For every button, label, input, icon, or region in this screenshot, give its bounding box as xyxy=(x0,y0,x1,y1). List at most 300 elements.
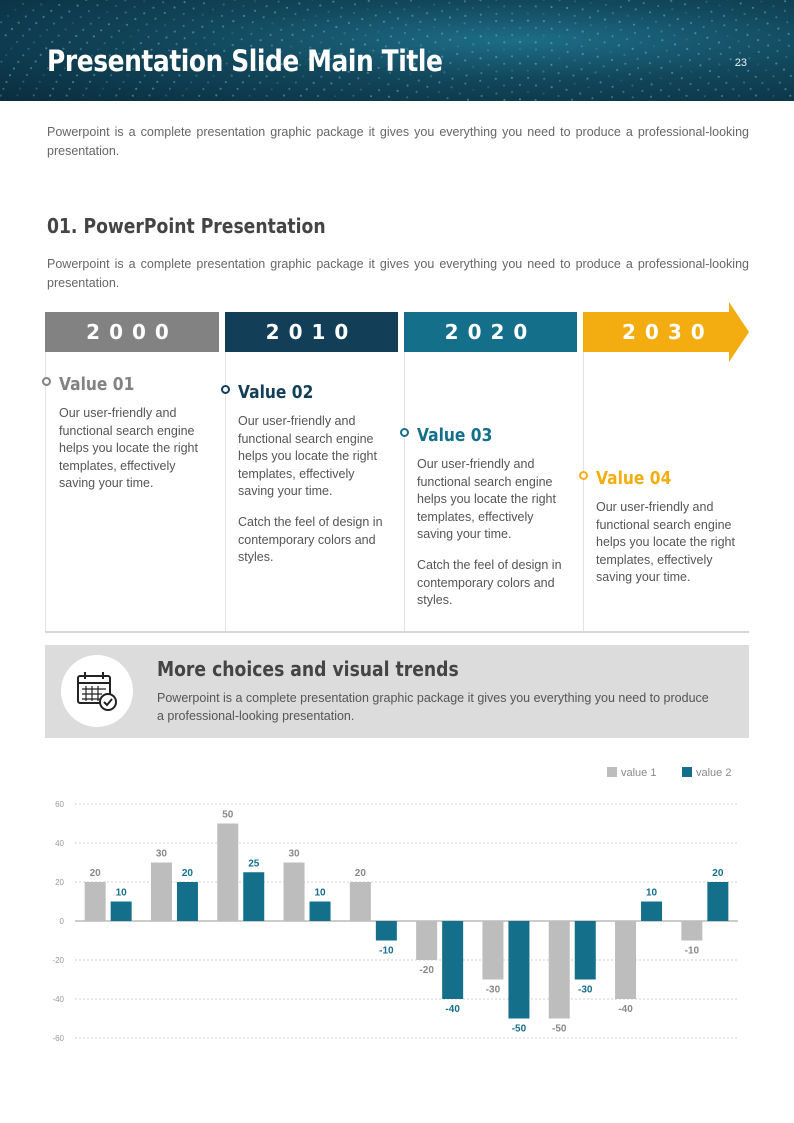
pattern-dot xyxy=(292,34,294,36)
pattern-dot xyxy=(169,88,171,90)
pattern-dot xyxy=(567,51,569,53)
data-label: -30 xyxy=(485,984,501,996)
pattern-dot xyxy=(694,32,696,34)
pattern-dot xyxy=(747,24,749,26)
pattern-dot xyxy=(627,15,629,17)
pattern-dot xyxy=(620,79,622,81)
pattern-dot xyxy=(645,52,647,54)
pattern-dot xyxy=(600,81,602,83)
timeline-arrow-head xyxy=(729,302,749,362)
pattern-dot xyxy=(411,15,413,17)
data-label: 30 xyxy=(155,848,168,860)
pattern-dot xyxy=(612,35,614,37)
pattern-dot xyxy=(183,25,185,27)
pattern-dot xyxy=(757,63,759,65)
pattern-dot xyxy=(288,88,290,90)
pattern-dot xyxy=(678,54,680,56)
pattern-dot xyxy=(457,45,459,47)
pattern-dot xyxy=(643,2,645,4)
timeline-value-title: Value 04 xyxy=(596,468,672,489)
pattern-dot xyxy=(543,0,545,1)
pattern-dot xyxy=(389,11,391,13)
banner-text: Powerpoint is a complete presentation graphic package it gives you everything you need to produce a professional-looking presentation. xyxy=(157,691,709,723)
pattern-dot xyxy=(306,88,308,90)
pattern-dot xyxy=(725,82,727,84)
pattern-dot xyxy=(82,29,84,31)
pattern-dot xyxy=(487,86,489,88)
pattern-dot xyxy=(765,69,767,71)
pattern-dot xyxy=(397,90,399,92)
pattern-dot xyxy=(434,18,436,20)
pattern-dot xyxy=(99,94,101,96)
pattern-dot xyxy=(137,29,139,31)
pattern-dot xyxy=(278,1,280,3)
pattern-dot xyxy=(0,61,2,63)
pattern-dot xyxy=(511,70,513,72)
pattern-dot xyxy=(651,83,653,85)
pattern-dot xyxy=(699,64,701,66)
pattern-dot xyxy=(173,18,175,20)
timeline-marker xyxy=(42,377,51,386)
pattern-dot xyxy=(40,3,42,5)
pattern-dot xyxy=(184,37,186,39)
bar-value-2 xyxy=(111,902,132,922)
pattern-dot xyxy=(543,92,545,94)
pattern-dot xyxy=(682,28,684,30)
pattern-dot xyxy=(253,88,255,90)
pattern-dot xyxy=(418,79,420,81)
pattern-dot xyxy=(767,57,769,59)
pattern-dot xyxy=(595,48,597,50)
banner-title: More choices and visual trends xyxy=(157,657,459,681)
pattern-dot xyxy=(66,95,68,97)
pattern-dot xyxy=(118,30,120,32)
pattern-dot xyxy=(653,45,655,47)
pattern-dot xyxy=(680,65,682,67)
pattern-dot xyxy=(202,88,204,90)
pattern-dot xyxy=(543,56,545,58)
pattern-dot xyxy=(718,41,720,43)
pattern-dot xyxy=(631,84,633,86)
pattern-dot xyxy=(449,39,451,41)
pattern-dot xyxy=(456,8,458,10)
pattern-dot xyxy=(566,66,568,68)
pattern-dot xyxy=(449,62,451,64)
pattern-dot xyxy=(449,16,451,18)
pattern-dot xyxy=(222,37,224,39)
pattern-dot xyxy=(307,9,309,11)
pattern-dot xyxy=(270,34,272,36)
pattern-dot xyxy=(620,6,622,8)
pattern-dot xyxy=(775,62,777,64)
pattern-dot xyxy=(767,88,769,90)
pattern-dot xyxy=(608,75,610,77)
pattern-dot xyxy=(451,78,453,80)
pattern-dot xyxy=(96,4,98,6)
pattern-dot xyxy=(291,24,293,26)
pattern-dot xyxy=(327,20,329,22)
pattern-dot xyxy=(263,16,265,18)
pattern-dot xyxy=(761,82,763,84)
pattern-dot xyxy=(341,7,343,9)
pattern-dot xyxy=(173,6,175,8)
pattern-dot xyxy=(223,3,225,5)
pattern-dot xyxy=(201,26,203,28)
pattern-dot xyxy=(433,26,435,28)
y-tick-label: -40 xyxy=(52,995,64,1004)
pattern-dot xyxy=(633,24,635,26)
pattern-dot xyxy=(673,34,675,36)
pattern-dot xyxy=(203,2,205,4)
timeline-value-body xyxy=(238,413,393,567)
pattern-dot xyxy=(11,28,13,30)
pattern-dot xyxy=(58,35,60,37)
pattern-dot xyxy=(677,18,679,20)
pattern-dot xyxy=(100,29,102,31)
pattern-dot xyxy=(788,45,790,47)
pattern-dot xyxy=(234,0,236,1)
pattern-dot xyxy=(637,67,639,69)
pattern-dot xyxy=(294,13,296,15)
y-tick-label: -60 xyxy=(52,1034,64,1043)
pattern-dot xyxy=(481,95,483,97)
pattern-dot xyxy=(276,82,278,84)
pattern-dot xyxy=(703,26,705,28)
bar-value-1 xyxy=(350,882,371,921)
pattern-dot xyxy=(43,74,45,76)
pattern-dot xyxy=(723,15,725,17)
pattern-dot xyxy=(156,81,158,83)
pattern-dot xyxy=(25,15,27,17)
pattern-dot xyxy=(249,95,251,97)
pattern-dot xyxy=(550,64,552,66)
data-label: 10 xyxy=(314,887,326,899)
pattern-dot xyxy=(678,89,680,91)
pattern-dot xyxy=(641,17,643,19)
pattern-dot xyxy=(587,86,589,88)
pattern-dot xyxy=(472,43,474,45)
pattern-dot xyxy=(135,88,137,90)
pattern-dot xyxy=(51,41,53,43)
pattern-dot xyxy=(280,29,282,31)
timeline-year-2030: 2030 - xyxy=(583,312,729,352)
bar-value-2 xyxy=(310,902,331,922)
pattern-dot xyxy=(637,58,639,60)
data-label: -10 xyxy=(684,945,700,957)
pattern-dot xyxy=(777,28,779,30)
pattern-dot xyxy=(496,70,498,72)
pattern-dot xyxy=(443,71,445,73)
y-tick-label: 20 xyxy=(55,878,64,887)
pattern-dot xyxy=(215,94,217,96)
pattern-dot xyxy=(527,77,529,79)
pattern-dot xyxy=(254,10,256,12)
pattern-dot xyxy=(174,31,176,33)
pattern-dot xyxy=(472,7,474,9)
pattern-dot xyxy=(706,37,708,39)
data-label: 20 xyxy=(89,868,101,879)
pattern-dot xyxy=(649,72,651,74)
pattern-dot xyxy=(388,96,390,98)
bar-value-1 xyxy=(549,921,570,1019)
section-paragraph: Powerpoint is a complete presentation graphic package it gives you everything you need to produce a professional-looking presentation. xyxy=(47,257,749,290)
timeline-value-text: Our user-friendly and functional search engine helps you locate the right templates, effectively saving your time. xyxy=(596,500,735,585)
pattern-dot xyxy=(9,74,11,76)
pattern-dot xyxy=(406,96,408,98)
pattern-dot xyxy=(740,2,742,4)
pattern-dot xyxy=(356,28,358,30)
pattern-dot xyxy=(487,6,489,8)
timeline-value-text: Catch the feel of design in contemporary colors and styles. xyxy=(238,514,383,565)
pattern-dot xyxy=(579,92,581,94)
pattern-dot xyxy=(640,42,642,44)
pattern-dot xyxy=(527,20,529,22)
pattern-dot xyxy=(313,82,315,84)
pattern-dot xyxy=(519,5,521,7)
pattern-dot xyxy=(574,37,576,39)
pattern-dot xyxy=(353,12,355,14)
y-tick-label: -20 xyxy=(52,956,64,965)
pattern-dot xyxy=(719,4,721,6)
pattern-dot xyxy=(772,5,774,7)
pattern-dot xyxy=(375,14,377,16)
pattern-dot xyxy=(511,77,513,79)
pattern-dot xyxy=(689,83,691,85)
pattern-dot xyxy=(574,83,576,85)
pattern-dot xyxy=(98,17,100,19)
pattern-dot xyxy=(395,2,397,4)
pattern-dot xyxy=(558,0,560,1)
pattern-dot xyxy=(511,20,513,22)
pattern-dot xyxy=(260,39,262,41)
pattern-dot xyxy=(90,23,92,25)
pattern-dot xyxy=(335,26,337,28)
pattern-dot xyxy=(35,60,37,62)
data-label: 10 xyxy=(115,887,127,899)
pattern-dot xyxy=(311,35,313,37)
pattern-dot xyxy=(102,88,104,90)
pattern-dot xyxy=(655,21,657,23)
pattern-dot xyxy=(254,0,256,2)
y-tick-label: 0 xyxy=(59,917,64,926)
header-banner xyxy=(0,0,794,101)
pattern-dot xyxy=(315,24,317,26)
pattern-dot xyxy=(165,36,167,38)
pattern-dot xyxy=(689,59,691,61)
pattern-dot xyxy=(566,7,568,9)
pattern-dot xyxy=(243,15,245,17)
pattern-dot xyxy=(143,0,145,2)
timeline-marker xyxy=(221,385,230,394)
pattern-dot xyxy=(50,10,52,12)
pattern-dot xyxy=(332,37,334,39)
pattern-dot xyxy=(589,16,591,18)
pattern-dot xyxy=(164,12,166,14)
pattern-dot xyxy=(647,27,649,29)
pattern-dot xyxy=(352,38,354,40)
pattern-dot xyxy=(735,19,737,21)
pattern-dot xyxy=(116,17,118,19)
pattern-dot xyxy=(368,83,370,85)
pattern-dot xyxy=(300,40,302,42)
pattern-dot xyxy=(767,22,769,24)
pattern-dot xyxy=(752,7,754,9)
pattern-dot xyxy=(404,32,406,34)
pattern-dot xyxy=(732,88,734,90)
pattern-dot xyxy=(266,5,268,7)
pattern-dot xyxy=(164,24,166,26)
pattern-dot xyxy=(660,67,662,69)
pattern-dot xyxy=(211,20,213,22)
pattern-dot xyxy=(438,81,440,83)
pattern-dot xyxy=(595,71,597,73)
data-label: -50 xyxy=(511,1023,527,1035)
pattern-dot xyxy=(213,31,215,33)
pattern-dot xyxy=(738,95,740,97)
pattern-dot xyxy=(222,25,224,27)
pattern-dot xyxy=(340,16,342,18)
pattern-dot xyxy=(438,91,440,93)
pattern-dot xyxy=(622,91,624,93)
pattern-dot xyxy=(640,78,642,80)
pattern-dot xyxy=(788,33,790,35)
pattern-dot xyxy=(65,28,67,30)
pattern-dot xyxy=(88,10,90,12)
pattern-dot xyxy=(295,81,297,83)
pattern-dot xyxy=(604,41,606,43)
pattern-dot xyxy=(597,10,599,12)
pattern-dot xyxy=(641,90,643,92)
pattern-dot xyxy=(10,47,12,49)
pattern-dot xyxy=(710,11,712,13)
pattern-dot xyxy=(527,12,529,14)
pattern-dot xyxy=(634,32,636,34)
pattern-dot xyxy=(108,23,110,25)
pattern-dot xyxy=(519,84,521,86)
pattern-dot xyxy=(13,67,15,69)
pattern-dot xyxy=(418,6,420,8)
timeline-divider xyxy=(225,352,226,632)
pattern-dot xyxy=(369,24,371,26)
timeline-divider xyxy=(404,352,405,632)
pattern-dot xyxy=(192,19,194,21)
pattern-dot xyxy=(550,42,552,44)
timeline-value-title: Value 03 xyxy=(417,425,493,446)
pattern-dot xyxy=(668,95,670,97)
pattern-dot xyxy=(767,44,769,46)
pattern-dot xyxy=(341,89,343,91)
pattern-dot xyxy=(441,10,443,12)
bar-value-2 xyxy=(177,882,198,921)
pattern-dot xyxy=(495,78,497,80)
pattern-dot xyxy=(582,53,584,55)
timeline-value-body xyxy=(59,405,214,493)
pattern-dot xyxy=(139,81,141,83)
pattern-dot xyxy=(736,75,738,77)
pattern-dot xyxy=(623,54,625,56)
pattern-dot xyxy=(723,24,725,26)
legend-label: value 2 xyxy=(696,767,732,779)
pattern-dot xyxy=(441,33,443,35)
pattern-dot xyxy=(726,35,728,37)
pattern-dot xyxy=(559,80,561,82)
pattern-dot xyxy=(22,54,24,56)
pattern-dot xyxy=(535,27,537,29)
pattern-dot xyxy=(511,12,513,14)
section-title: 01. PowerPoint Presentation xyxy=(47,214,326,238)
pattern-dot xyxy=(361,18,363,20)
info-banner xyxy=(45,645,749,738)
pattern-dot xyxy=(412,38,414,40)
pattern-dot xyxy=(559,21,561,23)
pattern-dot xyxy=(111,36,113,38)
pattern-dot xyxy=(419,21,421,23)
pattern-dot xyxy=(69,88,71,90)
pattern-dot xyxy=(192,31,194,33)
page-number: 23 xyxy=(734,57,747,69)
pattern-dot xyxy=(225,81,227,83)
pattern-dot xyxy=(605,4,607,6)
pattern-dot xyxy=(706,1,708,3)
data-label: 10 xyxy=(645,887,658,899)
pattern-dot xyxy=(143,12,145,14)
pattern-dot xyxy=(115,5,117,7)
pattern-dot xyxy=(184,1,186,3)
pattern-dot xyxy=(666,50,668,52)
pattern-dot xyxy=(58,4,60,6)
pattern-dot xyxy=(203,37,205,39)
pattern-dot xyxy=(542,70,544,72)
y-tick-label: 60 xyxy=(55,800,64,809)
pattern-dot xyxy=(735,29,737,31)
pattern-dot xyxy=(616,69,618,71)
pattern-dot xyxy=(480,72,482,74)
pattern-dot xyxy=(2,88,4,90)
pattern-dot xyxy=(221,15,223,17)
pattern-dot xyxy=(146,23,148,25)
pattern-dot xyxy=(718,63,720,65)
pattern-dot xyxy=(16,94,18,96)
pattern-dot xyxy=(72,22,74,24)
bar-value-2 xyxy=(243,872,264,921)
pattern-dot xyxy=(620,29,622,31)
pattern-dot xyxy=(632,96,634,98)
pattern-dot xyxy=(32,9,34,11)
bar-value-2 xyxy=(442,921,463,999)
pattern-dot xyxy=(220,88,222,90)
pattern-dot xyxy=(397,17,399,19)
pattern-dot xyxy=(433,4,435,6)
pattern-dot xyxy=(464,83,466,85)
pattern-dot xyxy=(661,39,663,41)
pattern-dot xyxy=(344,32,346,34)
pattern-dot xyxy=(16,41,18,43)
pattern-dot xyxy=(495,92,497,94)
calendar-check-icon xyxy=(75,669,119,713)
pattern-dot xyxy=(5,54,7,56)
pattern-dot xyxy=(649,11,651,13)
pattern-dot xyxy=(183,13,185,15)
pattern-dot xyxy=(300,95,302,97)
banner-icon-circle xyxy=(61,655,133,727)
pattern-dot xyxy=(334,95,336,97)
pattern-dot xyxy=(618,44,620,46)
pattern-dot xyxy=(472,29,474,31)
pattern-dot xyxy=(669,60,671,62)
pattern-dot xyxy=(727,69,729,71)
bar-value-1 xyxy=(284,863,305,922)
timeline-year-2020: 2020 xyxy=(404,312,577,352)
